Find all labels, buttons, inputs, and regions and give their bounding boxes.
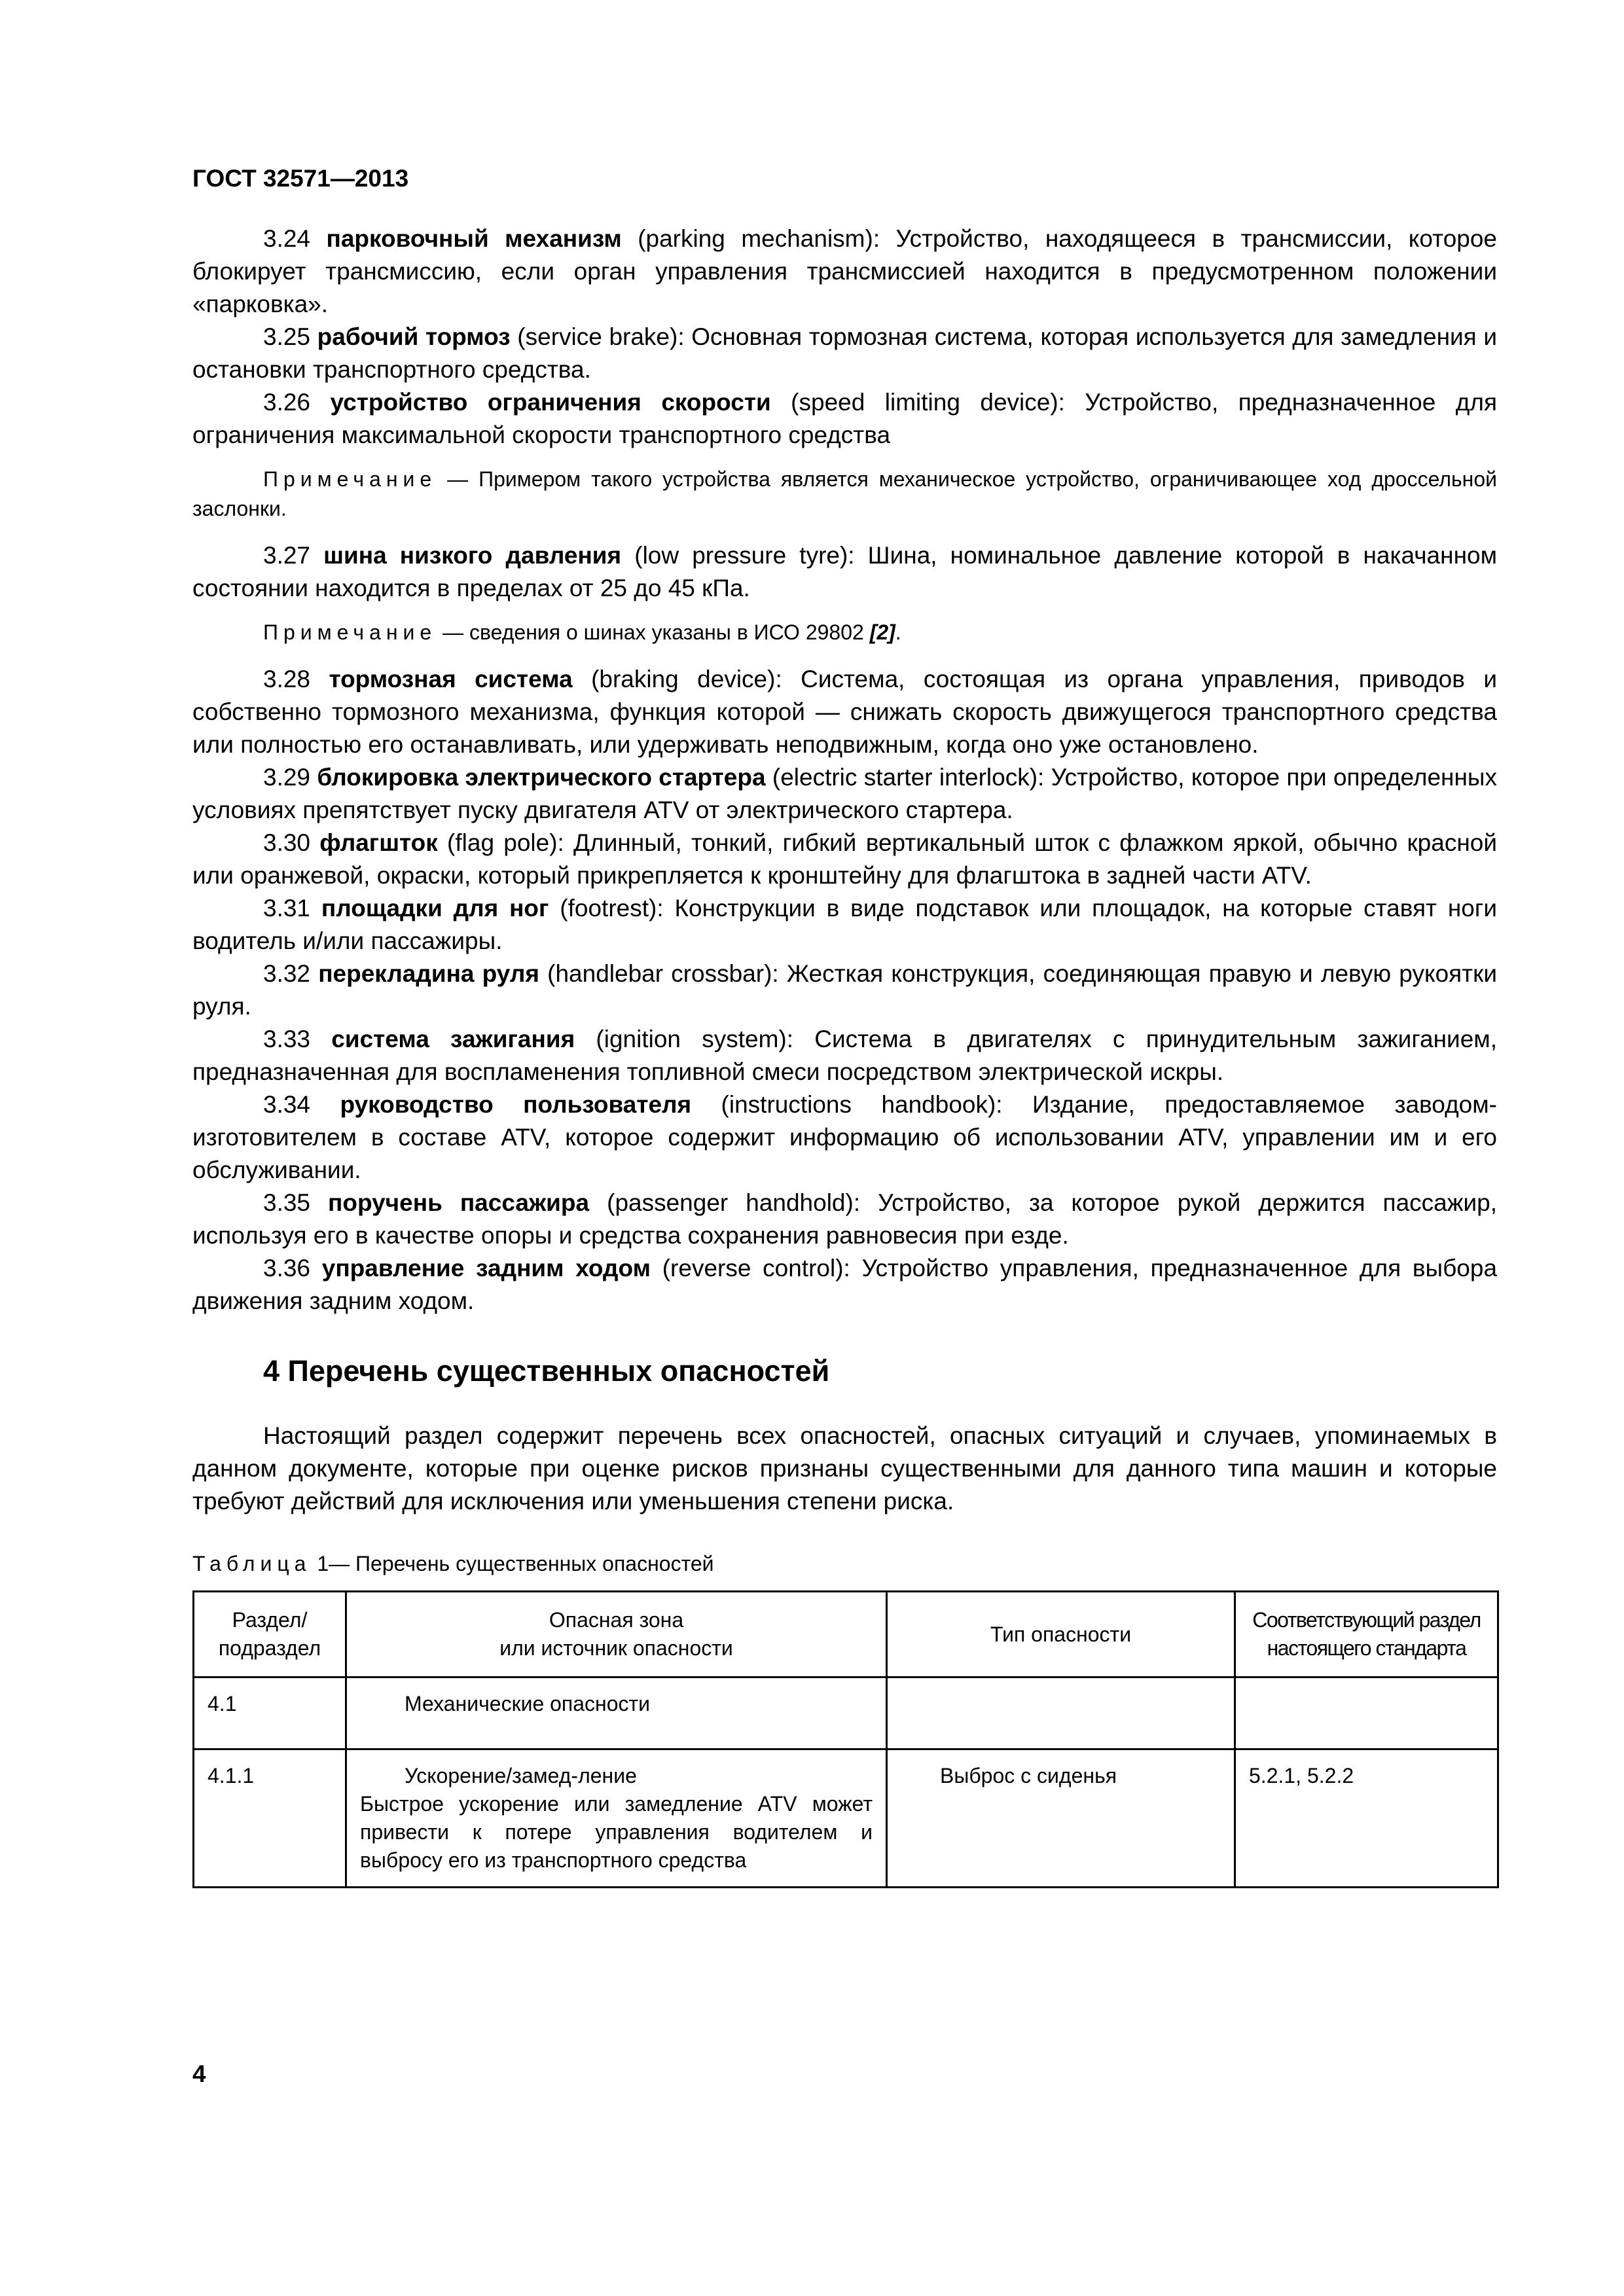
term-3-29: 3.29 блокировка электрического стартера (electric starter interlock): Устройство, которое при определенных условиях препятствует пуску двигателя ATV от электрического стартера. xyxy=(192,764,1497,823)
note-label: Примечание xyxy=(263,620,437,644)
note-label: Примечание xyxy=(263,467,437,491)
cell-section: 4.1 xyxy=(194,1677,346,1749)
cell-standard-ref: 5.2.1, 5.2.2 xyxy=(1235,1749,1498,1888)
term-name: парковочный механизм xyxy=(326,225,622,252)
hazards-table xyxy=(192,1590,1499,1888)
term-name: площадки для ног xyxy=(321,895,549,922)
table-row xyxy=(194,1677,1498,1749)
term-3-27: 3.27 шина низкого давления (low pressure tyre): Шина, номинальное давление которой в накачанном состоянии находится в пределах от 25 до 45 кПа. xyxy=(192,542,1498,601)
term-name: руководство пользователя xyxy=(340,1091,692,1118)
header-hazard-type: Тип опасности xyxy=(887,1592,1235,1677)
section-4-heading: 4 Перечень существенных опасностей xyxy=(263,1354,830,1388)
cell-standard-ref xyxy=(1235,1677,1498,1749)
term-name: управление задним ходом xyxy=(321,1255,651,1282)
cell-hazard-type: Выброс с сиденья xyxy=(887,1749,1235,1888)
table-row xyxy=(194,1749,1498,1888)
term-name: система зажигания xyxy=(331,1026,575,1052)
cell-hazard-zone: Ускорение/замед-ление Быстрое ускорение или замедление ATV может привести к потере управления водителем и выбросу его из транспортного средства xyxy=(346,1749,887,1888)
term-name: устройство ограничения скорости xyxy=(330,389,771,416)
term-name: шина низкого давления xyxy=(323,542,622,569)
note-3-27: Примечание — сведения о шинах указаны в ИСО 29802 [2]. xyxy=(263,620,901,644)
note-3-26: Примечание — Примером такого устройства является механическое устройство, ограничивающее ход дроссельной заслонки. xyxy=(192,467,1497,520)
cell-hazard-zone: Механические опасности xyxy=(346,1677,887,1749)
page-content xyxy=(192,223,1497,1888)
cell-hazard-type xyxy=(887,1677,1235,1749)
term-name: флагшток xyxy=(319,829,438,856)
term-3-31: 3.31 площадки для ног (footrest): Конструкции в виде подставок или площадок, на которые ставят ноги водитель и/или пассажиры. xyxy=(192,895,1497,954)
section-4-intro: Настоящий раздел содержит перечень всех опасностей, опасных ситуаций и случаев, упоминаемых в данном документе, которые при оценке рисков признаны существенными для данного типа машин и которые требуют действий для исключения или уменьшения степени риска. xyxy=(192,1422,1497,1515)
term-3-32: 3.32 перекладина руля (handlebar crossbar): Жесткая конструкция, соединяющая правую и левую рукоятки руля. xyxy=(192,960,1497,1020)
header-hazard-zone: Опасная зона или источник опасности xyxy=(346,1592,887,1677)
bibliography-reference: [2] xyxy=(869,620,895,644)
table-header-row xyxy=(194,1592,1498,1677)
header-standard-section: Соответствующий раздел настоящего стандарта xyxy=(1235,1592,1498,1677)
term-3-34: 3.34 руководство пользователя (instructions handbook): Издание, предоставляемое заводом-изготовителем в составе ATV, которое содержит информацию об использовании ATV, управлении им и его обслуживании. xyxy=(192,1091,1497,1183)
term-name: рабочий тормоз xyxy=(317,323,511,350)
term-3-36: 3.36 управление задним ходом (reverse control): Устройство управления, предназначенное для выбора движения задним ходом. xyxy=(192,1255,1498,1314)
term-name: поручень пассажира xyxy=(328,1189,590,1216)
table-caption: Таблица 1— Перечень существенных опасностей xyxy=(192,1552,714,1575)
term-3-33: 3.33 система зажигания (ignition system): Система в двигателях с принудительным зажиганием, предназначенная для воспламенения топливной смеси посредством электрической искры. xyxy=(192,1026,1497,1085)
term-3-28: 3.28 тормозная система (braking device): Система, состоящая из органа управления, приводов и собственно тормозного механизма, функция которой — снижать скорость движущегося транспортного средства или полностью его останавливать, или удерживать неподвижным, когда оно уже остановлено. xyxy=(192,666,1497,758)
term-name: тормозная система xyxy=(329,666,573,692)
term-3-25: 3.25 рабочий тормоз (service brake): Основная тормозная система, которая используется для замедления и остановки транспортного средства. xyxy=(192,323,1498,383)
document-code: ГОСТ 32571—2013 xyxy=(192,165,409,192)
term-name: перекладина руля xyxy=(318,960,539,987)
term-3-30: 3.30 флагшток (flag pole): Длинный, тонкий, гибкий вертикальный шток с флажком яркой, обычно красной или оранжевой, окраски, который прикрепляется к кронштейну для флагштока в задней части ATV. xyxy=(192,829,1498,889)
header-section: Раздел/ подраздел xyxy=(194,1592,346,1677)
term-3-35: 3.35 поручень пассажира (passenger handhold): Устройство, за которое рукой держится пассажир, используя его в качестве опоры и средства сохранения равновесия при езде. xyxy=(192,1189,1497,1249)
term-3-26: 3.26 устройство ограничения скорости (speed limiting device): Устройство, предназначенное для ограничения максимальной скорости транспортного средства xyxy=(192,389,1498,448)
cell-section: 4.1.1 xyxy=(194,1749,346,1888)
term-3-24: 3.24 парковочный механизм (parking mechanism): Устройство, находящееся в трансмиссии, которое блокирует трансмиссию, если орган управления трансмиссией находится в предусмотренном положении «парковка». xyxy=(192,225,1498,317)
term-name: блокировка электрического стартера xyxy=(317,764,766,791)
page-number: 4 xyxy=(192,2060,206,2087)
